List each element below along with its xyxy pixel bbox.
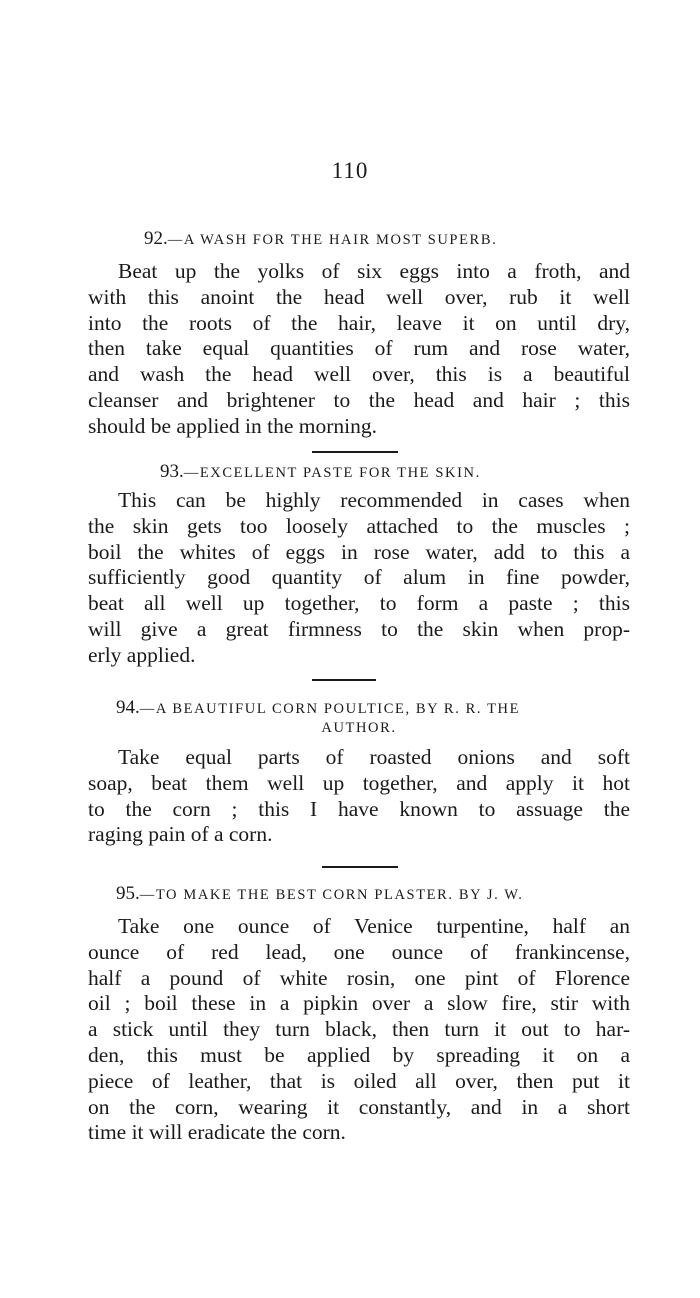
recipe-number: 93. [160,461,184,482]
text-line: to the corn ; this I have known to assuage the [88,796,630,821]
text-line: with this anoint the head well over, rub it well [88,284,630,309]
recipe-body-94 [88,745,630,848]
text-line: Beat up the yolks of six eggs into a froth, and [118,259,630,283]
text-line: ounce of red lead, one ounce of frankincense, [88,939,630,964]
recipe-heading-93 [88,462,630,483]
text-line: This can be highly recommended in cases when [118,488,630,512]
text-line: the skin gets too loosely attached to the muscles ; [88,513,630,538]
recipe-heading-94 [88,698,630,719]
text-line: should be applied in the morning. [88,413,378,438]
section-divider [312,451,398,453]
recipe-heading-94-continued [88,719,630,738]
recipe-title: —A BEAUTIFUL CORN POULTICE, BY R. R. THE [139,701,521,717]
text-line: Take one ounce of Venice turpentine, half an [118,914,630,938]
section-divider [322,866,398,868]
text-line: boil the whites of eggs in rose water, add to this a [88,539,630,564]
text-line: half a pound of white rosin, one pint of Florence [88,965,630,990]
text-line: piece of leather, that is oiled all over, then put it [88,1068,630,1093]
text-line: oil ; boil these in a pipkin over a slow fire, stir with [88,991,630,1016]
recipe-heading-92 [88,229,630,250]
recipe-number: 94. [116,697,140,718]
text-line: a stick until they turn black, then turn it out to har- [88,1017,630,1042]
text-line: erly applied. [88,642,196,667]
text-line: and wash the head well over, this is a beautiful [88,362,630,387]
recipe-title: —EXCELLENT PASTE FOR THE SKIN. [183,465,481,481]
text-line: on the corn, wearing it constantly, and in a short [88,1094,630,1119]
recipe-body-92 [88,259,630,440]
text-line: sufficiently good quantity of alum in fine powder, [88,565,630,590]
recipe-title: —TO MAKE THE BEST CORN PLASTER. BY J. W. [139,887,524,903]
page-number: 110 [331,158,369,183]
text-line: into the roots of the hair, leave it on until dry, [88,310,630,335]
recipe-title-continued: AUTHOR. [321,720,397,736]
text-line: den, this must be applied by spreading it on a [88,1042,630,1067]
text-line: raging pain of a corn. [88,822,273,847]
text-line: cleanser and brightener to the head and hair ; this [88,387,630,412]
text-line: will give a great firmness to the skin when prop- [88,616,630,641]
text-line: beat all well up together, to form a paste ; this [88,591,630,616]
text-line: time it will eradicate the corn. [88,1120,346,1145]
recipe-body-93 [88,488,630,669]
recipe-title: —A WASH FOR THE HAIR MOST SUPERB. [167,232,498,248]
text-line: then take equal quantities of rum and rose water, [88,336,630,361]
text-line: Take equal parts of roasted onions and soft [118,745,630,769]
recipe-number: 95. [116,883,140,904]
recipe-number: 92. [144,228,168,249]
section-divider [312,679,376,681]
recipe-heading-95 [88,884,630,905]
text-line: soap, beat them well up together, and apply it hot [88,770,630,795]
recipe-body-95 [88,914,630,1146]
